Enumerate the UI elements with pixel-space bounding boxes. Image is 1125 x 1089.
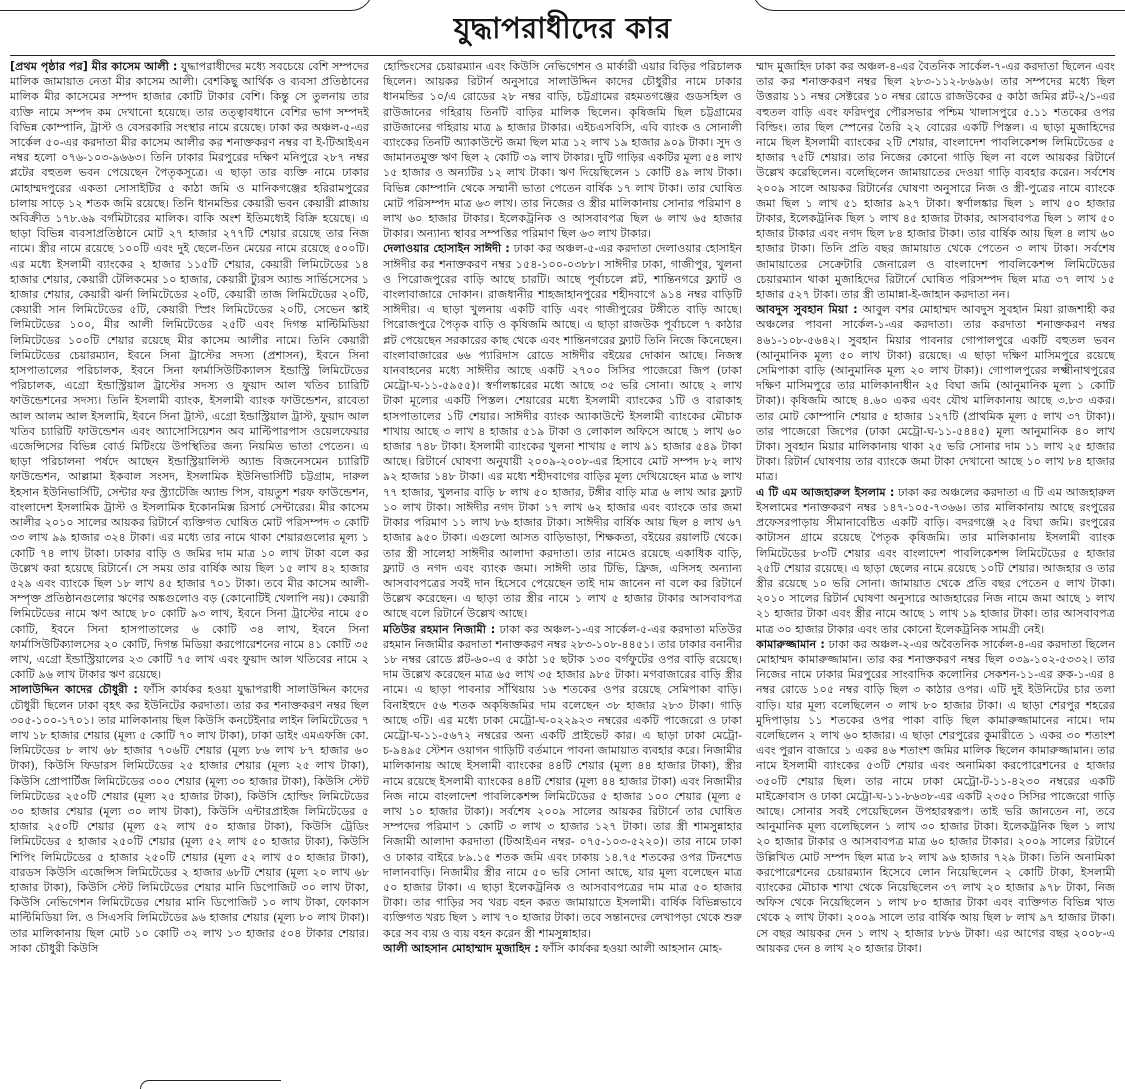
article-paragraph: [756, 637, 1115, 956]
paragraph-text: ফাঁসি কার্যকর হওয়া আলী আহসান মোহ-: [542, 941, 723, 955]
paragraph-text: ঢাকা কর অঞ্চল-২-এর অবৈতনিক সার্কেল-৪-এর করদাতা ছিলেন মোহাম্মদ কামারুজ্জামান। তার কর শনাক্তকরণ নম্বর ছিল ০৩৯-১০২-৫৩৩২। তার নিজের নামে ঢাকার মিরপুরের সাংবাদিক কলোনির সেকশন-১১-এর রুক-১-এর ৪ নম্বর রোডে ১০৫ নম্বর বাড়ি ছিল ৩ কাঠার ওপর। এটি দুই ইউনিটের চার তলা বাড়ি। যার মূল্য বলেছিলেন ৩ লাখ ৮০ হাজার টাকা। এ ছাড়া শেরপুর শহরের মুদিপাড়ায় ১১ শতকের ওপর পাকা বাড়ি ছিল কামারুজ্জামানের নামে। দাম বলেছিলেন ২ লাখ ৬০ হাজার। এ ছাড়া শেরপুরের কুমারীতে ১ একর ৩০ শতাংশ এবং পুরান বাজারে ১ একর ৪৬ শতাংশ জমির মালিক ছিলেন কামারুজ্জামান। তার নামে ইসলামী ব্যাংকের ৫৩টি শেয়ার এবং অনামিকা করপোরেশনের ৫ হাজার ৩৫০টি শেয়ার ছিল। তার নামে ঢাকা মেট্রো-ট-১১-৪২৩০ নম্বরের একটি মাইক্রোবাস ও ঢাকা মেট্রো-ঘ-১১-৮৬৩৮-এর একটি ২৩৫০ সিসির পাজেরো গাড়ি আছে। সোনার সবই পেয়েছিলেন উপহারস্বরূপ। তাই ভরি জানতেন না, তবে আনুমানিক মূল্য বলেছিলেন ১ লাখ ৩০ হাজার টাকা। ইলেকট্রনিক ছিল ১ লাখ ২০ হাজার টাকার ও আসবাবপত্র মাত্র ৬০ হাজার টাকার। ২০০৯ সালের রিটার্নে উল্লিখিত মোট সম্পদ ছিল মাত্র ৮২ লাখ ৯৬ হাজার ৭২৯ টাকা। তিনি অনামিকা করপোরেশনের চেয়ারম্যান হিসেবে লোন নিয়েছিলেন ২ কোটি টাকা, ইসলামী ব্যাংকের মৌচাক শাখা থেকে নিয়েছিলেন ৩৭ লাখ ২০ হাজার ৯৭৮ টাকা, নিজ অফিস থেকে নিয়েছিলেন ১ লাখ ৮০ হাজার টাকা এবং ব্যক্তিগত বিভিন্ন খাত থেকে ২ লাখ টাকা। ২০০৯ সালে তার বার্ষিক আয় ছিল ৮ লাখ ৯৭ হাজার টাকা। সে বছর আয়কর দেন ১ লাখ ২ হাজার ৮৮৬ টাকা। এর আগের বছর ২০০৮-এ আয়কর দেন ৪ লাখ ২০ হাজার টাকা।: [756, 637, 1115, 955]
article-columns: [10, 59, 1115, 1081]
paragraph-text: যুদ্ধাপরাধীদের মধ্যে সবচেয়ে বেশি সম্পদের মালিক জামায়াত নেতা মীর কাসেম আলী। বেশকিছু আর্থিক ও ব্যবসা প্রতিষ্ঠানের মালিক মীর কাসেমের সম্পদ হাজার কোটি টাকার বেশি। কিন্তু সে তুলনায় তার ব্যক্তি নামে সম্পদ কম দেখানো হয়েছে। তার তত্ত্বাবধানে বেশির ভাগ সম্পদই বিভিন্ন কোম্পানি, ট্রাস্ট ও বেসরকারি সংস্থার নামে রয়েছে। ঢাকা কর অঞ্চল-৫-এর সার্কেল ৫০-এর করদাতা মীর কাসেম আলীর কর শনাক্তকরণ নম্বর বা ই-টিআইএন নম্বর হলো ০৭৬-১০৩-৯৬৬৩। তিনি ঢাকার মিরপুরের দক্ষিণ মনিপুরে ২৮৭ নম্বর প্লটের বহুতল ভবন পেয়েছেন পৈতৃকসূত্রে। এ ছাড়া তার ব্যক্তি নামে ঢাকার মোহাম্মদপুরের একতা সোসাইটির ৫ কাঠা জমি ও মানিকগঞ্জের হরিরামপুরের চালায় সাড়ে ১২ শতক জমি রয়েছে। তিনি ধানমন্ডির কেয়ারী ভবন কেয়ারী প্লাজায় অবিক্রীত ১৭৮.৬৯ বর্গমিটারের মালিক। বাকি অংশ ইতিমধ্যেই বিক্রি হয়েছে। এ ছাড়া বিভিন্ন ব্যবসাপ্রতিষ্ঠানে মোট ২৭ হাজার ২৭৭টি শেয়ার রয়েছে তার নিজ নামে। স্ত্রীর নামে রয়েছে ১০০টি এবং দুই ছেলে-তিন মেয়ের নামে রয়েছে ৫০০টি। এর মধ্যে ইসলামী ব্যাংকের ২ হাজার ১১৫টি শেয়ার, কেয়ারী লিমিটেডের ১৪ হাজার শেয়ার, কেয়ারী টেলিকমের ১০ হাজার, কেয়ারী ট্যুরস অ্যান্ড সার্ভিসেসের ১ হাজার শেয়ার, কেয়ারী ঝর্না লিমিটেডের ২০টি, কেয়ারী তাজ লিমিটেডের ২০টি, কেয়ারী সান লিমিটেডের ৫টি, কেয়ারী স্প্রিং লিমিটেডের ২০টি, সেভেন স্কাই লিমিটেডের ১০০, মীর আলী লিমিটেডের ২৫টি এবং দিগন্ত মাল্টিমিডিয়া লিমিটেডের ১০০টি শেয়ার রয়েছে মীর কাসেম আলীর নামে। তিনি কেয়ারী লিমিটেডের চেয়ারম্যান, ইবনে সিনা ট্রাস্টের সদস্য (প্রশাসন), ইবনে সিনা হাসপাতালের পরিচালক, ইবনে সিনা ফার্মাসিউটিক্যালস ইন্ডাস্ট্রি লিমিটেডের পরিচালক, এগ্রো ইন্ডাস্ট্রিয়াল ট্রাস্টের সদস্য ও ফুয়াদ আল খতিব চ্যারিটি ফাউন্ডেশনের সদস্য। তিনি ইসলামী ব্যাংক, ইসলামী ব্যাংক ফাউন্ডেশন, রাবেতা আল আলম আল ইসলামি, ইবনে সিনা ট্রাস্ট, এগ্রো ইন্ডাস্ট্রিয়াল ট্রাস্ট, ফুয়াদ আল খতিব চ্যারিটি ফাউন্ডেশন এবং অ্যাসোসিয়েশন অব মাল্টিপারপাস ওয়েলফেয়ার এজেন্সিসের বিভিন্ন বোর্ড মিটিংয়ে উপস্থিতির জন্য নিয়মিত ভাতা পেতেন। এ ছাড়া পরিচালনা পর্ষদে আছেন ইন্ডাস্ট্রিয়ালিস্ট অ্যান্ড বিজনেসমেন চ্যারিটি ফাউন্ডেশন, আল্লামা ইকবাল সংসদ, ইসলামিক ইউনিভার্সিটি চট্টগ্রাম, দারুল ইহসান ইউনিভার্সিটি, সেন্টার ফর স্ট্র্যাটেজি অ্যান্ড পিস, বায়তুশ শরফ ফাউন্ডেশন, বাংলাদেশ ইসলামিক ট্রাস্ট ও ইসলামিক ইকোনমিক্স রিসার্চ সেন্টারের। মীর কাসেম আলীর ২০১০ সালের আয়কর রিটার্নে ব্যক্তিগত ঘোষিত মোট পরিসম্পদ ৩ কোটি ৩৩ লাখ ৯৯ হাজার ৩২৪ টাকা। এর মধ্যে তার নামে থাকা শেয়ারগুলোর মূল্য ১ কোটি ৭৪ লাখ টাকা। ঢাকার বাড়ি ও জমির দাম মাত্র ১০ লাখ টাকা বলে কর উল্লেখ করা হয়েছে রিটার্নে। সে সময় তার বার্ষিক আয় ছিল ১৫ লাখ ৪২ হাজার ৫২৯ এবং ব্যাংকে ছিল ১৮ লাখ ৪৫ হাজার ৭০১ টাকা। তবে মীর কাসেম আলী-সম্পৃক্ত প্রতিষ্ঠানগুলোর ঋণের অঙ্কগুলোও বড় (কোনোটিই খেলাপি নয়)। কেয়ারী লিমিটেডের নামে ঋণ আছে ৮০ কোটি ৯৩ লাখ, ইবনে সিনা ট্রাস্টের নামে ৫০ কোটি, ইবনে সিনা হাসপাতালের ৬ কোটি ৩৪ লাখ, ইবনে সিনা ফার্মাসিউটিক্যালসের ২০ কোটি, দিগন্ত মিডিয়া করপোরেশনের নামে ৪১ কোটি ৩৫ লাখ, এগ্রো ইন্ডাস্ট্রিয়ালের ২৩ কোটি ৭৫ লাখ এবং ফুয়াদ আল খতিবের নামে ২ কোটি ৯৬ লাখ টাকার ঋণ রয়েছে।: [10, 60, 369, 682]
paragraph-text: হোল্ডিংসের চেয়ারম্যান এবং কিউসি নেভিগেশন ও মার্কারী এয়ার বিড়ির পরিচালক ছিলেন। আয়কর রিটার্ন অনুসারে সালাউদ্দিন কাদের চৌধুরীর নামে ঢাকার ধানমন্ডির ১০/এ রোডের ২৮ নম্বর বাড়ি, চট্টগ্রামের রহমতগঞ্জের গুডসহিল ও রাউজানের গহিরায় তিনটি বাড়ির মালিক ছিলেন। কৃষিজমি ছিল চট্টগ্রামের রাউজানের গহিরায় মাত্র ৯ হাজার টাকার। এইচএসবিসি, এবি ব্যাংক ও সোনালী ব্যাংকের তিনটি অ্যাকাউন্টে জমা ছিল মাত্র ১২ লাখ ১৯ হাজার ৯০৯ টাকা। সুদ ও জামানতমুক্ত ঋণ ছিল ২ কোটি ৩৯ লাখ টাকার। দুটি গাড়ির একটির মূল্য ৫৪ লাখ ১৫ হাজার ও অন্যটির ১২ লাখ টাকা। ঋণ দিয়েছিলেন ১ কোটি ৪৯ লাখ টাকা। বিভিন্ন কোম্পানি থেকে সম্মানী ভাতা পেতেন বার্ষিক ১৭ লাখ টাকা। তার ঘোষিত মোট পরিসম্পদ মাত্র ৬৩ লাখ। তার নিজের ও স্ত্রীর মালিকানায় সোনার পরিমাণ ৪ লাখ ৬০ হাজার টাকার। ইলেকট্রনিক ও আসবাবপত্র ছিল ৬ লাখ ৬৫ হাজার টাকার। অন্যান্য স্থাবর সম্পত্তির পরিমাণ ছিল ৬৩ লাখ টাকার।: [383, 60, 742, 241]
paragraph-text: ফাঁসি কার্যকর হওয়া যুদ্ধাপরাধী সালাউদ্দিন কাদের চৌধুরী ছিলেন ঢাকা বৃহৎ কর ইউনিটের করদাতা। তার কর শনাক্তকরণ নম্বর ছিল ৩০৫-১০০-১৭০১। তার মালিকানায় ছিল কিউসি কনটেইনার লাইন লিমিটেডের ৭ লাখ ১৮ হাজার শেয়ার (মূল্য ৫ কোটি ৭০ লাখ টাকা), ঢাকা ডাইং এমএফজি কো. লিমিটেডের ৮ লাখ ৬৮ হাজার ৭০৬টি শেয়ার (মূল্য ৮৬ লাখ ৮৭ হাজার ৬০ টাকা), কিউসি ফিডারস লিমিটেডের ২৫ হাজার শেয়ার (মূল্য ২৫ লাখ টাকা), কিউসি প্রোপার্টিজ লিমিটেডের ৩০০ শেয়ার (মূল্য ৩০ হাজার টাকা), কিউসি স্টেট লিমিটেডের ২৫০টি শেয়ার (মূল্য ২৫ হাজার টাকা), কিউসি হোল্ডিং লিমিটেডের ৩০ হাজার শেয়ার (মূল্য ৩০ লাখ টাকা), কিউসি এন্টারপ্রাইজ লিমিটেডের ৫ হাজার ২৫০টি শেয়ার (মূল্য ৫২ লাখ ৫০ হাজার টাকা), কিউসি ট্রেডিং লিমিটেডের ৫ হাজার ২৫০টি শেয়ার (মূল্য ৫২ লাখ ৫০ হাজার টাকা), কিউসি শিপিং লিমিটেডের ৫ হাজার ২৫০টি শেয়ার (মূল্য ৫২ লাখ ৫০ হাজার টাকা), বারডস কিউসি এজেন্সিস লিমিটেডের ২ হাজার ৬৮টি শেয়ার (মূল্য ২০ লাখ ৬৮ হাজার টাকা), কিউসি স্টেট লিমিটেডের শেয়ার মানি ডিপোজিট ৩০ লাখ টাকা, কিউসি নেভিগেশন লিমিটেডের শেয়ার মানি ডিপোজিট ১০ লাখ টাকা, ফোকাস মাল্টিমিডিয়া লি. ও সিএসবি লিমিটেডের ৯৬ হাজার শেয়ার (মূল্য ৮০ লাখ টাকা)। তার মালিকানায় ছিল মোট ১০ কোটি ৩২ লাখ ১৩ হাজার ৫০৪ টাকার শেয়ার। সাকা চৌধুরী কিউসি: [10, 683, 369, 955]
article-paragraph: [756, 59, 1115, 302]
bottom-frame-corner: [140, 1080, 281, 1089]
section-lead: এ টি এম আজহারুল ইসলাম :: [756, 485, 895, 499]
paragraph-text: ঢাকা কর অঞ্চল-৫-এর করদাতা দেলাওয়ার হোসাইন সাঈদীর কর শনাক্তকরণ নম্বর ১৫৪-১০০-০৩৮৮। সাঈদীর ঢাকা, গাজীপুর, খুলনা ও পিরোজপুরের বাড়ি আছে চারটি। আছে পূর্বাচলে প্লট, শান্তিনগরে ফ্ল্যাট ও বাংলাবাজারে দোকান। রাজধানীর শাহজাহানপুরের শহীদবাগে ৯১৪ নম্বর বাড়িটি সাঈদীর। এ ছাড়া খুলনায় একটি বাড়ি এবং গাজীপুরের টঙ্গীতে বাড়ি আছে। পিরোজপুরে পৈতৃক বাড়ি ও কৃষিজমি আছে। এ ছাড়া রাজউক পূর্বাচলে ৭ কাঠার প্লট পেয়েছেন সরকারের কাছ থেকে এবং শান্তিনগরের ফ্ল্যাট তিনি নিজে কিনেছেন। বাংলাবাজারের ৬৬ প্যারিদাস রোডে সাঈদীর বইয়ের দোকান আছে। নিজস্ব যানবাহনের মধ্যে সাঈদীর আছে একটি ২৭০০ সিসির পাজেরো জিপ (ঢাকা মেট্রো-ঘ-১১-৫৯৫৫)। স্বর্ণালঙ্কারের মধ্যে আছে ৩৫ ভরি সোনা। আছে ২ লাখ টাকা মূল্যের একটি পিস্তল। শেয়ারের মধ্যে ইসলামী ব্যাংকের ১টি ও বারাকাহ হাসপাতালের ১টি শেয়ার। সাঈদীর ব্যাংক অ্যাকাউন্টে ইসলামী ব্যাংকের মৌচাক শাখায় আছে ৩ লাখ ৪ হাজার ৫১৯ টাকা ও লোকাল অফিসে আছে ১ লাখ ৬০ হাজার ৭৪৮ টাকা। ইসলামী ব্যাংকের খুলনা শাখায় ৫ লাখ ৯১ হাজার ৫৪৯ টাকা আছে। রিটার্নে ঘোষণা অনুযায়ী ২০০৯-২০০৮-এর হিসাবে মোট সম্পদ ৮২ লাখ ৯২ হাজার ১৪৮ টাকা। এর মধ্যে শহীদবাগের বাড়ির মূল্য দেখিয়েছেন মাত্র ৬ লাখ ৭৭ হাজার, খুলনার বাড়ি ৮ লাখ ৫০ হাজার, টঙ্গীর বাড়ি মাত্র ৬ লাখ আর ফ্ল্যাট ১০ লাখ টাকা। সাঈদীর নগদ টাকা ১৭ লাখ ৬২ হাজার এবং ব্যাংকে তার জমা টাকার পরিমাণ ১১ লাখ ৮৬ হাজার টাকা। সাঈদীর বার্ষিক আয় ছিল ৪ লাখ ৬৭ হাজার ৯৫০ টাকা। এগুলো আসত বাড়িভাড়া, শিক্ষকতা, বইয়ের রয়ালটি থেকে। তার স্ত্রী সালেহা সাঈদীর আলাদা করদাতা। তার নামেও রয়েছে একাধিক বাড়ি, ফ্ল্যাট ও নগদ এবং ব্যাংক জমা। সাঈদী তার টিভি, ফ্রিজ, এসিসহ অন্যান্য আসবাবপত্রের সবই দান হিসেবে পেয়েছেন তাই দাম জানেন না বলে কর রিটার্নে উল্লেখ করেছেন। এ ছাড়া তার স্ত্রীর নামে ১ লাখ ৫ হাজার টাকার আসবাবপত্র আছে বলে রিটার্নে উল্লেখ আছে।: [383, 242, 742, 621]
article-paragraph: [10, 59, 369, 682]
article-paragraph: [756, 485, 1115, 637]
headline: যুদ্ধাপরাধীদের কার: [453, 10, 672, 45]
headline-area: [0, 4, 1125, 56]
column-3: [756, 59, 1115, 1081]
section-lead: সালাউদ্দিন কাদের চৌধুরী :: [10, 683, 138, 697]
section-lead: [প্রথম পৃষ্ঠার পর] মীর কাসেম আলী :: [10, 60, 178, 73]
paragraph-text: ঢাকা কর অঞ্চলের করদাতা এ টি এম আজহারুল ইসলামের শনাক্তকরণ নম্বর ১৪৭-১০৫-৭৩৬৬। তার মালিকানায় আছে রংপুরের প্রফেসরপাড়ায় সীমানাবেষ্টিত একটি বাড়ি। বদরগঞ্জে ২৫ বিঘা জমি। রংপুরের কাটাসন গ্রামে রয়েছে পৈতৃক কৃষিজমি। তার মালিকানায় ইসলামী ব্যাংক লিমিটেডের ৮৩টি শেয়ার এবং বাংলাদেশ পাবলিকেশন্স লিমিটেডের ৫ হাজার ২৫টি শেয়ার রয়েছে। এ ছাড়া ছেলের নামে রয়েছে ১০টি শেয়ার। আজহার ও তার স্ত্রীর রয়েছে ১০ ভরি সোনা। জামায়াত থেকে প্রতি বছর পেতেন ৫ লাখ টাকা। ২০১০ সালের রিটার্ন ঘোষণা অনুসারে আজহারের নিজ নামে জমা আছে ১ লাখ ২১ হাজার টাকা এবং স্ত্রীর নামে আছে ১ লাখ ১৯ হাজার টাকা। তার আসবাবপত্র মাত্র ৩০ হাজার টাকার এবং তার কোনো ইলেকট্রনিক সামগ্রী নেই।: [756, 485, 1115, 636]
headline-rule: [10, 55, 1115, 56]
article-paragraph: [383, 59, 742, 241]
article-paragraph: [756, 302, 1115, 484]
column-2: [383, 59, 742, 1081]
article-paragraph: [10, 682, 369, 956]
paragraph-text: আবুল বশর মোহাম্মদ আবদুস সুবহান মিয়া রাজশাহী কর অঞ্চলের পাবনা সার্কেল-১-এর করদাতা। তার করদাতা শনাক্তকরণ নম্বর ৪৬১-১০৮-৫৬৪২। সুবহান মিয়ার পাবনার গোপালপুরে একটি বহুতল ভবন (আনুমানিক মূল্য ৫০ লাখ টাকা) রয়েছে। এ ছাড়া দক্ষিণ মাসিমপুরে রয়েছে সেমিপাকা বাড়ি (আনুমানিক মূল্য ২০ লাখ টাকা)। গোপালপুরের লক্ষ্মীনাথপুরের দক্ষিণ মাসিমপুরে তার মালিকানাধীন ২৫ বিঘা জমি (আনুমানিক মূল্য ১ কোটি টাকা)। কৃষিজমি আছে ৪.৬০ একর এবং যৌথ মালিকানায় আছে ৩.৮৩ একর। তার মোট কোম্পানি শেয়ার ৫ হাজার ১২৭টি (প্রাথমিক মূল্য ৫ লাখ ৩৭ টাকা)। তার পাজেরো জিপের (ঢাকা মেট্রো-ঘ-১১-৫৪৪৫) মূল্য আনুমানিক ৪০ লাখ টাকা। সুবহান মিয়ার মালিকানায় থাকা ২৫ ভরি সোনার দাম ১১ লাখ ২৫ হাজার টাকা। রিটার্ন ঘোষণায় তার ব্যাংকে জমা টাকা দেখানো আছে ১০ লাখ ৮৪ হাজার মাত্র।: [756, 303, 1115, 484]
section-lead: আলী আহসান মোহাম্মাদ মুজাহিদ :: [383, 941, 539, 955]
article-paragraph: [383, 941, 742, 956]
section-lead: আবদুস সুবহান মিয়া :: [756, 303, 858, 317]
section-lead: কামারুজ্জামান :: [756, 637, 825, 651]
section-lead: মতিউর রহমান নিজামী :: [383, 622, 496, 636]
column-1: [10, 59, 369, 1081]
paragraph-text: ম্মাদ মুজাহিদ ঢাকা কর অঞ্চল-৪-এর বৈতনিক সার্কেল-৭-এর করদাতা ছিলেন এবং তার কর শনাক্তকরণ নম্বর ছিল ২৮৩-১১২-৮৬৯৬। তার সম্পদের মধ্যে ছিল উত্তরায় ১১ নম্বর সেক্টরের ১০ নম্বর রোডে রাজউকের ৫ কাঠা জমির প্লট-২/১-এর বহুতল বাড়ি এবং ফরিদপুর পৌরসভার পশ্চিম খালাসপুরে ৫.১১ শতকের ওপর বিল্ডিং। তার ছিল স্পেনের তৈরি ২২ বোরের একটি পিস্তল। এ ছাড়া মুজাহিদের নামে ছিল ইসলামী ব্যাংকের ২টি শেয়ার, বাংলাদেশ পাবলিকেশন্স লিমিটেডের ৫ হাজার ৭৫টি শেয়ার। তার নিজের কোনো গাড়ি ছিল না বলে আয়কর রিটার্নে উল্লেখ করেছিলেন। বলেছিলেন জামায়াতের দেওয়া গাড়ি ব্যবহার করেন। সর্বশেষ ২০০৯ সালে আয়কর রিটার্নের ঘোষণা অনুসারে নিজ ও স্ত্রী-পুত্রের নামে ব্যাংকে জমা ছিল ১ লাখ ৫১ হাজার ৯২৭ টাকা। স্বর্ণালঙ্কার ছিল ১ লাখ ৫০ হাজার টাকার, ইলেকট্রনিক ছিল ১ লাখ ৪৫ হাজার টাকার, আসবাবপত্র ছিল ১ লাখ ৫০ হাজার টাকার এবং নগদ ছিল ৮৪ হাজার টাকা। তার বার্ষিক আয় ছিল ৪ লাখ ৬০ হাজার টাকা। তিনি প্রতি বছর জামায়াত থেকে পেতেন ৩ লাখ টাকা। সর্বশেষ জামায়াতের সেক্রেটারি জেনারেল ও বাংলাদেশ পাবলিকেশন্স লিমিটেডের চেয়ারম্যান থাকা মুজাহিদের রিটার্নে ঘোষিত পরিসম্পদ ছিল মাত্র ৩৭ লাখ ১৫ হাজার ৫২৭ টাকা। তার স্ত্রী তামান্না-ই-জাহান করদাতা নন।: [756, 60, 1115, 302]
section-lead: দেলাওয়ার হোসাইন সাঈদী :: [383, 242, 510, 256]
paragraph-text: ঢাকা কর অঞ্চল-১-এর সার্কেল-৫-এর করদাতা মতিউর রহমান নিজামীর করদাতা শনাক্তকরণ নম্বর ২৮৩-১০৮-৪৪৫১। তার ঢাকার বনানীর ১৮ নম্বর রোডে প্লট-৬০-এ ৫ কাঠা ১৫ ছটাক ১৩০ বর্গফুটের ওপর বাড়ি রয়েছে। দাম উল্লেখ করেছেন মাত্র ৬৫ লাখ ৩৫ হাজার ৯৮৫ টাকা। মগবাজারের বাড়ি স্ত্রীর নামে। এ ছাড়া পাবনার সাঁথিয়ায় ১৬ শতকের ওপর রয়েছে সেমিপাকা বাড়ি। বিনাইহুদে ৫৬ শতক অকৃষিজমির দাম বলেছেন ৩৮ হাজার ২৮৩ টাকা। গাড়ি আছে ৩টি। এর মধ্যে ঢাকা মেট্রো-ঘ-০২২৯২৩ নম্বরের একটি পাজেরো ও ঢাকা মেট্রো-ঘ-১১-৫৬৭২ নম্বরের অন্য একটি প্রাইভেট কার। এ ছাড়া ঢাকা মেট্রো-চ-৯৪৯৫ স্টেশন ওয়াগন গাড়িটি বর্তমানে পাবনা জামায়াত ব্যবহার করে। নিজামীর মালিকানায় আছে ইসলামী ব্যাংকের ৪৪টি শেয়ার (মূল্য ৪৪ হাজার টাকা), স্ত্রীর নামে রয়েছে ইসলামী ব্যাংকের ৪৪টি শেয়ার (মূল্য ৪৪ হাজার টাকা) এবং নিজামীর নিজ নামে বাংলাদেশ পাবলিকেশন্স লিমিটেডের ৫ হাজার ১০০ শেয়ার (মূল্য ৫ লাখ ১০ হাজার টাকা)। সর্বশেষ ২০০৯ সালের আয়কর রিটার্নে তার ঘোষিত সম্পদের পরিমাণ ১ কোটি ৩ লাখ ৩ হাজার ১২৭ টাকা। তার স্ত্রী শামসুন্নাহার নিজামী আলাদা করদাতা (টিআইএন নম্বর- ০৭৫-১০৩-৫২২০)। তার নামে ঢাকা ও ঢাকার বাইরে ৮৯.১৫ শতক জমি এবং ঢাকায় ১৪.৭৫ শতকের ওপর টিনশেড দালানবাড়ি। নিজামীর স্ত্রীর নামে ৫০ ভরি সোনা আছে, যার মূল্য বলেছেন মাত্র ৫০ হাজার টাকা। এ ছাড়া ইলেকট্রনিক ও আসবাবপত্রের দাম মাত্র ৫০ হাজার টাকা। তার গাড়ির সব খরচ বহন করত জামায়াতে ইসলামী। বার্ষিক বিভিন্নভাবে ব্যক্তিগত খরচ ছিল ১ লাখ ৭০ হাজার টাকা। তবে সন্তানদের লেখাপড়া থেকে শুরু করে সব ব্যয় ও ব্যয় বহন করেন স্ত্রী শামসুন্নাহার।: [383, 622, 742, 940]
article-paragraph: [383, 622, 742, 941]
article-paragraph: [383, 241, 742, 621]
